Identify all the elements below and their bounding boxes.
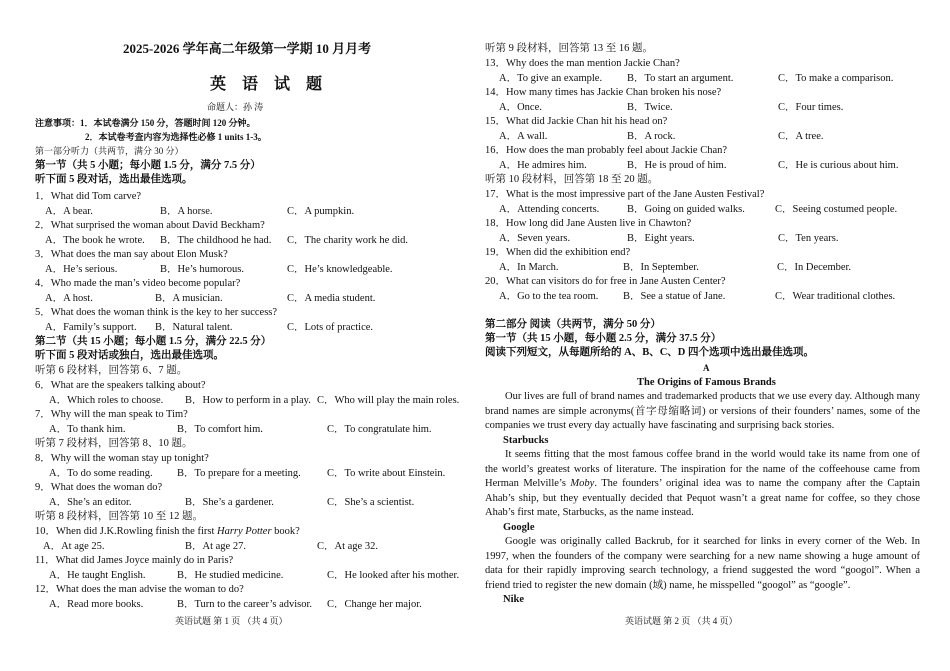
q10-option-c: C．At age 32. — [317, 541, 378, 552]
q9-option-b: B．She’s a gardener. — [185, 497, 274, 508]
reading-section-1-title: 第一节（共 15 小题，每小题 2.5 分，满分 37.5 分） — [485, 333, 722, 344]
q9-option-a: A．She’s an editor. — [49, 497, 132, 508]
q6-option-a: A．Which roles to choose. — [49, 395, 164, 406]
listening-section-2-instruction: 听下面 5 段对话或独白，选出最佳选项。 — [35, 350, 224, 361]
material-6: 听第 6 段材料，回答第 6、7 题。 — [35, 365, 188, 376]
question-20: 20．What can visitors do for free in Jane Austen Center? — [485, 276, 726, 287]
exam-title: 2025-2026 学年高二年级第一学期 10 月月考 — [123, 41, 372, 56]
q6-option-b: B．How to perform in a play. — [185, 395, 311, 406]
subject-title: 英 语 试 题 — [210, 76, 329, 93]
question-18: 18．How long did Jane Austen live in Chawton? — [485, 218, 692, 229]
listening-section-1-instruction: 听下面 5 段对话，选出最佳选项。 — [35, 174, 193, 185]
starbucks-text-pre: It seems fitting that the most famous coffee brand in the world would take its name from one of the world’s greatest works of literature. The inspiration for the name of the coffeehouse came from Herman Melville’s — [485, 449, 920, 489]
page-footer-1: 英语试题 第 1 页 （共 4 页） — [175, 616, 288, 626]
q7-option-a: A．To thank him. — [49, 424, 126, 435]
material-8: 听第 8 段材料，回答第 10 至 12 题。 — [35, 511, 203, 522]
question-4: 4．Who made the man’s video become popular? — [35, 278, 241, 289]
q16-option-c: C．He is curious about him. — [778, 160, 899, 171]
notice-2: 2．本试卷考查内容为选择性必修 1 units 1-3。 — [85, 132, 267, 142]
q8-option-c: C．To write about Einstein. — [327, 468, 446, 479]
question-16: 16．How does the man probably feel about Jackie Chan? — [485, 145, 728, 156]
q3-option-c: C．He’s knowledgeable. — [287, 264, 393, 275]
page-footer-2: 英语试题 第 2 页 （共 4 页） — [625, 616, 738, 626]
q2-option-c: C．The charity work he did. — [287, 235, 409, 246]
q7-option-b: B．To comfort him. — [177, 424, 263, 435]
question-12: 12．What does the man advise the woman to do? — [35, 584, 244, 595]
q3-option-a: A．He’s serious. — [45, 264, 118, 275]
q8-option-b: B．To prepare for a meeting. — [177, 468, 301, 479]
question-19: 19．When did the exhibition end? — [485, 247, 631, 258]
question-2: 2．What surprised the woman about David Beckham? — [35, 220, 265, 231]
notice-1: 注意事项：1．本试卷满分 150 分，答题时间 120 分钟。 — [35, 118, 256, 128]
q1-option-c: C．A pumpkin. — [287, 206, 355, 217]
q10-text-pre: 10．When did J.K.Rowling finish the first — [35, 526, 217, 537]
passage-intro: Our lives are full of brand names and trademarked products that we use every day. Although many brand names are simple acronyms(首字母缩略词) or versions of their founders’ names, some of the companies we trust every day actually have fascinating and surprising back stories. — [485, 391, 920, 431]
q4-option-a: A．A host. — [45, 293, 93, 304]
q12-option-a: A．Read more books. — [49, 599, 144, 610]
q3-option-b: B．He’s humorous. — [160, 264, 244, 275]
q14-option-a: A．Once. — [499, 102, 542, 113]
q17-option-b: B．Going on guided walks. — [627, 204, 745, 215]
question-7: 7．Why will the man speak to Tim? — [35, 409, 188, 420]
q12-option-b: B．Turn to the career’s advisor. — [177, 599, 313, 610]
q20-option-b: B．See a statue of Jane. — [623, 291, 726, 302]
q2-option-b: B．The childhood he had. — [160, 235, 272, 246]
q19-option-c: C．In December. — [777, 262, 852, 273]
listening-section-1-title: 第一节（共 5 小题；每小题 1.5 分，满分 7.5 分） — [35, 160, 261, 171]
q7-option-c: C．To congratulate him. — [327, 424, 432, 435]
question-9: 9．What does the woman do? — [35, 482, 163, 493]
q18-option-b: B．Eight years. — [627, 233, 695, 244]
q6-option-c: C．Who will play the main roles. — [317, 395, 460, 406]
passage-title: The Origins of Famous Brands — [637, 377, 776, 388]
heading-nike: Nike — [503, 594, 524, 605]
heading-google: Google — [503, 522, 535, 533]
q1-option-a: A．A bear. — [45, 206, 93, 217]
q10-text-post: book? — [271, 526, 300, 537]
q4-option-b: B．A musician. — [155, 293, 223, 304]
q20-option-a: A．Go to the tea room. — [499, 291, 599, 302]
question-15: 15．What did Jackie Chan hit his head on? — [485, 116, 668, 127]
starbucks-text-post: . The founders’ original idea was to name the company after the Captain Ahab’s ship, but they eventually decided that Pequot wasn’t a great name for coffee, so they chose Ahab’s first mate, Starbucks, as the name instead. — [485, 478, 920, 518]
material-7: 听第 7 段材料，回答第 8、10 题。 — [35, 438, 193, 449]
question-13: 13．Why does the man mention Jackie Chan? — [485, 58, 680, 69]
q14-option-c: C．Four times. — [778, 102, 844, 113]
q18-option-c: C．Ten years. — [778, 233, 839, 244]
listening-section-2-title: 第二节（共 15 小题；每小题 1.5 分，满分 22.5 分） — [35, 336, 272, 347]
q17-option-a: A．Attending concerts. — [499, 204, 600, 215]
q15-option-a: A．A wall. — [499, 131, 548, 142]
q13-option-c: C．To make a comparison. — [778, 73, 894, 84]
q9-option-c: C．She’s a scientist. — [327, 497, 415, 508]
q10-option-a: A．At age 25. — [43, 541, 105, 552]
reading-part-title: 第二部分 阅读（共两节，满分 50 分） — [485, 319, 661, 330]
q19-option-b: B．In September. — [623, 262, 699, 273]
q20-option-c: C．Wear traditional clothes. — [775, 291, 896, 302]
q2-option-a: A．The book he wrote. — [45, 235, 145, 246]
material-9: 听第 9 段材料，回答第 13 至 16 题。 — [485, 43, 653, 54]
material-10: 听第 10 段材料，回答第 18 至 20 题。 — [485, 174, 659, 185]
starbucks-book-title: Moby — [570, 478, 595, 489]
q10-option-b: B．At age 27. — [185, 541, 246, 552]
q4-option-c: C．A media student. — [287, 293, 376, 304]
q17-option-c: C．Seeing costumed people. — [775, 204, 898, 215]
q11-option-b: B．He studied medicine. — [177, 570, 284, 581]
q5-option-b: B．Natural talent. — [155, 322, 233, 333]
reading-section-1-instruction: 阅读下列短文，从每题所给的 A、B、C、D 四个选项中选出最佳选项。 — [485, 347, 815, 358]
question-1: 1．What did Tom carve? — [35, 191, 142, 202]
q16-option-b: B．He is proud of him. — [627, 160, 727, 171]
question-6: 6．What are the speakers talking about? — [35, 380, 206, 391]
q18-option-a: A．Seven years. — [499, 233, 571, 244]
q13-option-b: B．To start an argument. — [627, 73, 734, 84]
question-14: 14．How many times has Jackie Chan broken his nose? — [485, 87, 722, 98]
listening-part-title: 第一部分听力（共两节，满分 30 分） — [35, 146, 184, 156]
question-5: 5．What does the woman think is the key to her success? — [35, 307, 278, 318]
paragraph-starbucks — [485, 448, 920, 521]
q14-option-b: B．Twice. — [627, 102, 673, 113]
q1-option-b: B．A horse. — [160, 206, 213, 217]
heading-starbucks: Starbucks — [503, 435, 549, 446]
author-line: 命题人：孙 涛 — [207, 102, 264, 112]
question-8: 8．Why will the woman stay up tonight? — [35, 453, 209, 464]
passage-letter: A — [703, 363, 710, 373]
q5-option-a: A．Family’s support. — [45, 322, 137, 333]
question-3: 3．What does the man say about Elon Musk? — [35, 249, 228, 260]
q19-option-a: A．In March. — [499, 262, 559, 273]
q8-option-a: A．To do some reading. — [49, 468, 153, 479]
q11-option-c: C．He looked after his mother. — [327, 570, 460, 581]
question-10 — [35, 525, 300, 538]
question-17: 17．What is the most impressive part of the Jane Austen Festival? — [485, 189, 765, 200]
q10-book-title: Harry Potter — [217, 526, 272, 537]
q5-option-c: C．Lots of practice. — [287, 322, 374, 333]
paragraph-google: Google was originally called Backrub, for it searched for links in every corner of the Web. In 1997, when the founders of the company were searching for a new name showing a huge amount of data for their rapidly improving search technology, a friend suggested the word “googol”. When a friend tried to register the new domain (域) name, he misspelled “googol” as “google”. — [485, 536, 920, 591]
q11-option-a: A．He taught English. — [49, 570, 146, 581]
q15-option-b: B．A rock. — [627, 131, 676, 142]
q15-option-c: C．A tree. — [778, 131, 824, 142]
q16-option-a: A．He admires him. — [499, 160, 587, 171]
q13-option-a: A．To give an example. — [499, 73, 603, 84]
question-11: 11．What did James Joyce mainly do in Paris? — [35, 555, 234, 566]
q12-option-c: C．Change her major. — [327, 599, 422, 610]
